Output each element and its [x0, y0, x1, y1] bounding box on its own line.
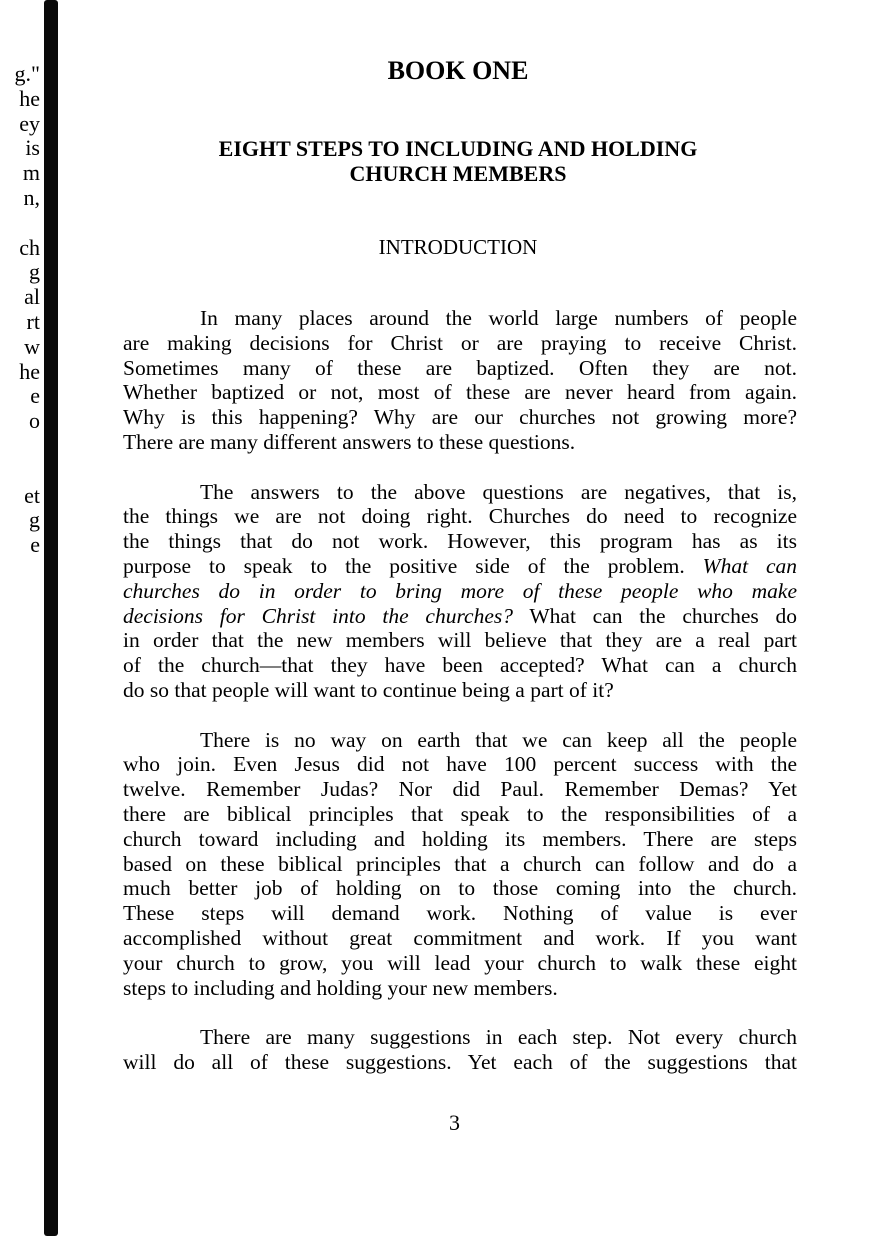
- margin-fragment: g.": [14, 61, 40, 86]
- margin-fragment: [0, 434, 40, 459]
- text-segment: the things that do not work. However, this program has as its: [123, 529, 797, 554]
- text-segment: purpose to speak to the positive side of the problem.: [123, 553, 703, 578]
- text-line: [123, 480, 797, 505]
- text-segment: There are many different answers to these questions.: [123, 429, 576, 454]
- text-line: [123, 777, 797, 802]
- text-segment: who join. Even Jesus did not have 100 percent success with the: [123, 752, 797, 777]
- text-segment: twelve. Remember Judas? Nor did Paul. Remember Demas? Yet: [123, 777, 797, 802]
- italic-text: churches do in order to bring more of these people who make: [123, 578, 797, 603]
- text-segment: There are many suggestions in each step. Not every church: [200, 1025, 797, 1050]
- text-line: [123, 653, 797, 678]
- margin-fragment: ey: [19, 110, 40, 136]
- text-line: [123, 678, 797, 703]
- text-segment: Why is this happening? Why are our churches not growing more?: [123, 405, 797, 430]
- book-title: BOOK ONE: [387, 56, 529, 85]
- page-number: 3: [449, 1110, 460, 1135]
- text-segment: of the church—that they have been accepted? What can a church: [123, 653, 797, 678]
- text-segment: Whether baptized or not, most of these are never heard from again.: [123, 380, 797, 405]
- text-line: [123, 604, 797, 629]
- text-line: [123, 1050, 797, 1075]
- margin-fragment: e: [30, 383, 40, 409]
- margin-fragment: [0, 211, 40, 236]
- text-line: [123, 1025, 797, 1050]
- text-segment: Sometimes many of these are baptized. Often they are not.: [123, 355, 797, 380]
- margin-fragment: he: [19, 85, 40, 111]
- text-segment: based on these biblical principles that a church can follow and do a: [123, 851, 797, 876]
- text-line: [123, 356, 797, 381]
- chapter-heading-line-1: EIGHT STEPS TO INCLUDING AND HOLDING: [218, 136, 698, 161]
- text-line: [123, 331, 797, 356]
- text-segment: In many places around the world large numbers of people: [200, 306, 797, 330]
- text-segment: are making decisions for Christ or are praying to receive Christ.: [123, 330, 797, 355]
- margin-fragment: g: [29, 259, 40, 285]
- text-segment: the things we are not doing right. Churches do need to recognize: [123, 504, 797, 529]
- text-line: [123, 579, 797, 604]
- text-segment: These steps will demand work. Nothing of value is ever: [123, 901, 797, 926]
- text-segment: The answers to the above questions are negatives, that is,: [200, 479, 797, 504]
- text-segment: There is no way on earth that we can keep all the people: [200, 727, 797, 752]
- text-segment: in order that the new members will believe that they are a real part: [123, 628, 797, 653]
- text-segment: your church to grow, you will lead your church to walk these eight: [123, 950, 797, 975]
- margin-fragment: e: [30, 532, 40, 558]
- text-line: [123, 827, 797, 852]
- text-segment: steps to including and holding your new members.: [123, 975, 558, 1000]
- text-segment: accomplished without great commitment and work. If you want: [123, 925, 797, 950]
- text-line: [123, 504, 797, 529]
- text-line: [123, 926, 797, 951]
- text-segment: will do all of these suggestions. Yet each of the suggestions that: [123, 1049, 797, 1074]
- margin-fragment: is: [25, 135, 40, 161]
- margin-fragment: o: [29, 408, 40, 434]
- text-line: [123, 430, 797, 455]
- margin-fragment: w: [24, 333, 40, 359]
- text-segment: do so that people will want to continue being a part of it?: [123, 677, 614, 702]
- text-line: [123, 876, 797, 901]
- paragraph: [123, 1025, 797, 1075]
- text-segment: church toward including and holding its members. There are steps: [123, 826, 797, 851]
- italic-text: What can: [702, 553, 797, 578]
- italic-text: decisions for Christ into the churches?: [123, 603, 513, 628]
- text-segment: there are biblical principles that speak to the responsibilities of a: [123, 801, 797, 826]
- paragraph: [123, 306, 797, 455]
- text-line: [123, 728, 797, 753]
- text-segment: much better job of holding on to those coming into the church.: [123, 876, 797, 901]
- margin-fragment: [0, 459, 40, 484]
- text-segment: What can the churches do: [512, 603, 797, 628]
- margin-fragment: et: [24, 482, 40, 508]
- text-line: [123, 405, 797, 430]
- paragraph: [123, 480, 797, 703]
- text-line: [123, 529, 797, 554]
- text-line: [123, 380, 797, 405]
- text-line: [123, 976, 797, 1001]
- section-title: INTRODUCTION: [378, 235, 538, 259]
- margin-fragment: m: [22, 160, 40, 186]
- margin-fragment: rt: [26, 308, 40, 334]
- margin-fragment: ch: [19, 234, 40, 260]
- margin-fragment: g: [29, 507, 40, 533]
- margin-fragment: n,: [23, 184, 40, 210]
- text-line: [123, 554, 797, 579]
- margin-fragment: al: [24, 284, 40, 310]
- text-line: [123, 951, 797, 976]
- chapter-heading: [22, 136, 872, 186]
- text-line: [123, 852, 797, 877]
- paragraph: [123, 728, 797, 1001]
- text-line: [123, 901, 797, 926]
- text-line: [123, 752, 797, 777]
- body-text: [123, 306, 797, 1100]
- chapter-heading-line-2: CHURCH MEMBERS: [349, 161, 567, 186]
- text-line: [123, 306, 797, 331]
- text-line: [123, 802, 797, 827]
- margin-fragment: he: [19, 358, 40, 384]
- text-line: [123, 628, 797, 653]
